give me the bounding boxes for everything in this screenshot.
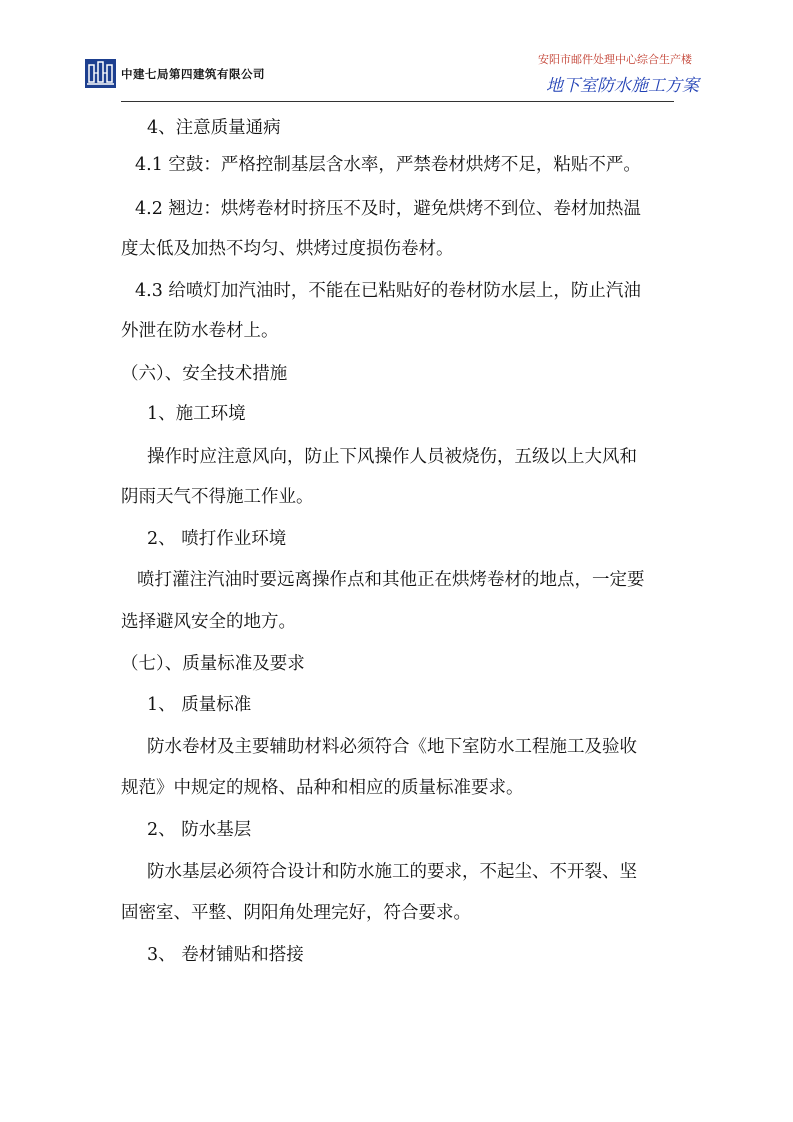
paragraph-line: 固密室、平整、阴阳角处理完好，符合要求。 — [121, 903, 471, 923]
paragraph-line: 外泄在防水卷材上。 — [121, 321, 279, 341]
section-heading: 4、注意质量通病 — [147, 118, 281, 138]
paragraph-line: 阴雨天气不得施工作业。 — [121, 487, 314, 507]
company-logo-icon — [85, 59, 116, 88]
paragraph-line: 度太低及加热不均匀、烘烤过度损伤卷材。 — [121, 239, 454, 259]
subsection-heading: 1、施工环境 — [147, 404, 246, 424]
subsection-heading: 2、 防水基层 — [147, 820, 252, 840]
company-name: 中建七局第四建筑有限公司 — [121, 67, 265, 81]
paragraph-line: 选择避风安全的地方。 — [121, 612, 296, 632]
paragraph-line: 4.1 空鼓：严格控制基层含水率，严禁卷材烘烤不足，粘贴不严。 — [135, 155, 641, 175]
paragraph-line: 防水基层必须符合设计和防水施工的要求，不起尘、不开裂、坚 — [147, 862, 637, 882]
paragraph-line: 防水卷材及主要辅助材料必须符合《地下室防水工程施工及验收 — [147, 737, 637, 757]
document-title: 地下室防水施工方案 — [546, 76, 699, 96]
subsection-heading: 2、 喷打作业环境 — [147, 529, 287, 549]
project-name: 安阳市邮件处理中心综合生产楼 — [538, 53, 692, 66]
paragraph-line: 4.3 给喷灯加汽油时，不能在已粘贴好的卷材防水层上，防止汽油 — [135, 281, 641, 301]
header-divider — [121, 101, 674, 102]
subsection-heading: 3、 卷材铺贴和搭接 — [147, 945, 304, 965]
subsection-heading: 1、 质量标准 — [147, 695, 252, 715]
paragraph-line: 操作时应注意风向，防止下风操作人员被烧伤，五级以上大风和 — [147, 447, 637, 467]
paragraph-line: 规范》中规定的规格、品种和相应的质量标准要求。 — [121, 778, 524, 798]
section-heading: （六）、安全技术措施 — [121, 364, 288, 384]
paragraph-line: 4.2 翘边：烘烤卷材时挤压不及时，避免烘烤不到位、卷材加热温 — [135, 199, 641, 219]
page-header — [0, 0, 793, 104]
paragraph-line: 喷打灌注汽油时要远离操作点和其他正在烘烤卷材的地点，一定要 — [137, 570, 645, 590]
section-heading: （七）、质量标准及要求 — [121, 654, 305, 674]
